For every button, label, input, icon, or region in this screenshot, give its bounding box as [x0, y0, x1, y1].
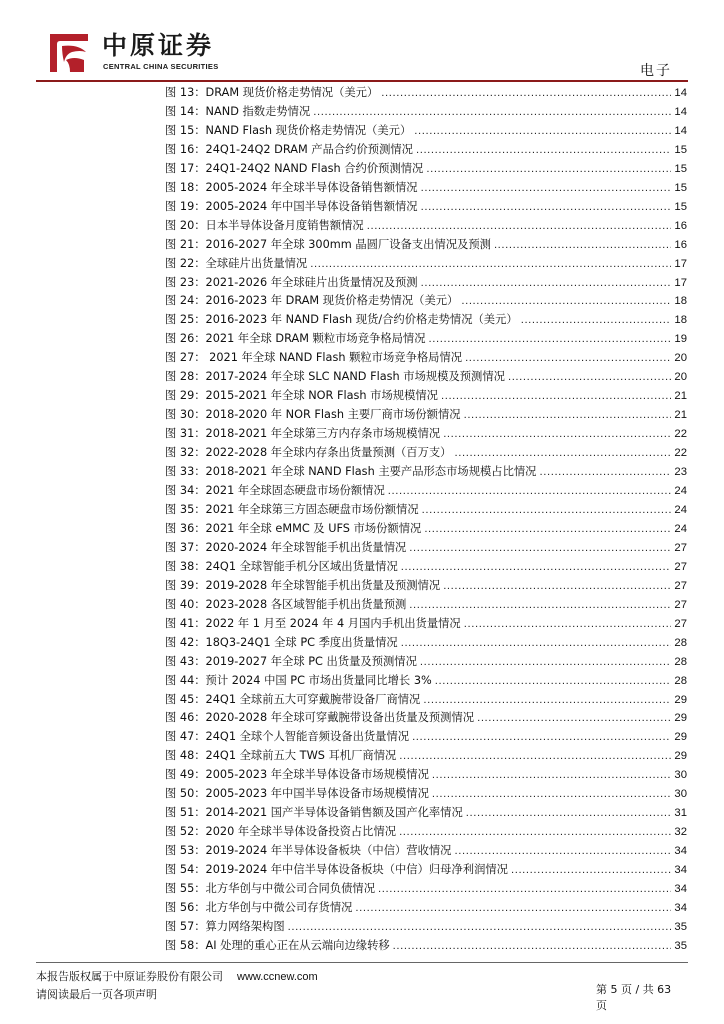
- toc-dot-leader: [423, 691, 671, 710]
- toc-entry-page: 28: [674, 674, 687, 687]
- toc-entry-page: 29: [674, 712, 687, 725]
- toc-entry-title: 图 49：2005-2023 年全球半导体设备市场规模情况: [165, 768, 429, 782]
- toc-entry-title: 图 37：2020-2024 年全球智能手机出货量情况: [165, 540, 407, 554]
- toc-entry-page: 29: [674, 731, 687, 744]
- toc-entry-page: 29: [674, 750, 687, 763]
- logo-mark-icon: [48, 30, 92, 74]
- toc-entry-page: 18: [674, 314, 687, 327]
- toc-dot-leader: [416, 141, 671, 160]
- toc-dot-leader: [288, 918, 672, 937]
- toc-dot-leader: [399, 823, 671, 842]
- toc-entry[interactable]: [165, 823, 687, 842]
- toc-entry-title: 图 25：2016-2023 年 NAND Flash 现货/合约价格走势情况（美元）: [165, 313, 518, 327]
- toc-entry-page: 16: [674, 219, 687, 232]
- toc-dot-leader: [454, 444, 671, 463]
- toc-entry[interactable]: [165, 103, 687, 122]
- toc-entry-title: 图 40：2023-2028 各区域智能手机出货量预测: [165, 597, 407, 611]
- toc-entry-title: 图 54：2019-2024 年中信半导体设备板块（中信）归母净利润情况: [165, 863, 508, 877]
- toc-entry-page: 30: [674, 788, 687, 801]
- toc-entry-title: 图 48：24Q1 全球前五大 TWS 耳机厂商情况: [165, 749, 397, 763]
- logo-chinese-name: 中原证券: [102, 31, 215, 60]
- toc-entry[interactable]: [165, 747, 687, 766]
- toc-entry[interactable]: [165, 804, 687, 823]
- toc-entry-title: 图 47：24Q1 全球个人智能音频设备出货量情况: [165, 730, 410, 744]
- toc-entry[interactable]: [165, 330, 687, 349]
- toc-dot-leader: [464, 615, 672, 634]
- toc-dot-leader: [421, 274, 672, 293]
- toc-entry-title: 图 27： 2021 年全球 NAND Flash 颗粒市场竞争格局情况: [165, 351, 463, 365]
- toc-entry-title: 图 57：算力网络架构图: [165, 919, 285, 933]
- toc-entry-page: 17: [674, 257, 687, 270]
- toc-entry-title: 图 14：NAND 指数走势情况: [165, 104, 311, 118]
- toc-entry-title: 图 55：北方华创与中微公司合同负债情况: [165, 882, 376, 896]
- toc-entry[interactable]: [165, 937, 687, 956]
- toc-entry-title: 图 19：2005-2024 年中国半导体设备销售额情况: [165, 199, 418, 213]
- toc-entry-page: 34: [674, 901, 687, 914]
- toc-dot-leader: [426, 160, 671, 179]
- footer-divider: [36, 962, 688, 963]
- toc-entry[interactable]: [165, 899, 687, 918]
- toc-entry-page: 27: [674, 598, 687, 611]
- toc-entry[interactable]: [165, 615, 687, 634]
- page-number: [596, 982, 696, 1014]
- toc-entry[interactable]: [165, 728, 687, 747]
- toc-entry-title: 图 50：2005-2023 年中国半导体设备市场规模情况: [165, 787, 429, 801]
- toc-entry[interactable]: [165, 122, 687, 141]
- toc-entry[interactable]: [165, 84, 687, 103]
- toc-entry-page: 24: [674, 485, 687, 498]
- toc-dot-leader: [401, 634, 672, 653]
- toc-entry-page: 27: [674, 560, 687, 573]
- toc-dot-leader: [521, 311, 672, 330]
- toc-dot-leader: [401, 558, 672, 577]
- toc-entry[interactable]: [165, 653, 687, 672]
- toc-dot-leader: [399, 747, 671, 766]
- toc-entry-page: 14: [674, 124, 687, 137]
- toc-dot-leader: [393, 937, 672, 956]
- toc-dot-leader: [421, 179, 672, 198]
- toc-entry-page: 35: [674, 920, 687, 933]
- toc-dot-leader: [511, 861, 671, 880]
- toc-dot-leader: [420, 653, 672, 672]
- website-link[interactable]: www.ccnew.com: [237, 971, 318, 983]
- toc-dot-leader: [508, 368, 671, 387]
- toc-dot-leader: [454, 842, 671, 861]
- toc-entry-title: 图 43：2019-2027 年全球 PC 出货量及预测情况: [165, 654, 417, 668]
- toc-entry-page: 27: [674, 541, 687, 554]
- toc-entry-page: 20: [674, 352, 687, 365]
- toc-entry-page: 22: [674, 447, 687, 460]
- toc-entry[interactable]: [165, 766, 687, 785]
- toc-dot-leader: [429, 330, 672, 349]
- toc-entry-title: 图 42：18Q3-24Q1 全球 PC 季度出货量情况: [165, 635, 398, 649]
- toc-entry-title: 图 41：2022 年 1 月至 2024 年 4 月国内手机出货量情况: [165, 616, 461, 630]
- toc-entry[interactable]: [165, 634, 687, 653]
- toc-entry-page: 14: [674, 105, 687, 118]
- toc-entry-title: 图 45：24Q1 全球前五大可穿戴腕带设备厂商情况: [165, 692, 421, 706]
- toc-entry-title: 图 51：2014-2021 国产半导体设备销售额及国产化率情况: [165, 806, 463, 820]
- toc-entry-page: 35: [674, 939, 687, 952]
- toc-entry[interactable]: [165, 444, 687, 463]
- toc-entry-page: 34: [674, 845, 687, 858]
- toc-entry-page: 21: [674, 409, 687, 422]
- toc-entry[interactable]: [165, 141, 687, 160]
- toc-entry-page: 14: [674, 87, 687, 99]
- toc-entry-title: 图 16：24Q1-24Q2 DRAM 产品合约价预测情况: [165, 142, 413, 156]
- toc-entry-title: 图 38：24Q1 全球智能手机分区域出货量情况: [165, 559, 398, 573]
- toc-dot-leader: [388, 482, 672, 501]
- toc-entry-page: 16: [674, 238, 687, 251]
- toc-entry[interactable]: [165, 425, 687, 444]
- copyright-text: 本报告版权属于中原证券股份有限公司: [36, 970, 223, 983]
- toc-entry[interactable]: [165, 672, 687, 691]
- toc-entry[interactable]: [165, 387, 687, 406]
- toc-entry-title: 图 26：2021 年全球 DRAM 颗粒市场竞争格局情况: [165, 332, 426, 346]
- toc-entry[interactable]: [165, 709, 687, 728]
- toc-dot-leader: [435, 672, 672, 691]
- page-header: [0, 0, 724, 86]
- toc-entry-title: 图 13：DRAM 现货价格走势情况（美元）: [165, 86, 379, 99]
- toc-entry-title: 图 21：2016-2027 年全球 300mm 晶圆厂设备支出情况及预测: [165, 237, 491, 251]
- toc-entry[interactable]: [165, 842, 687, 861]
- footer-left: [36, 968, 318, 1003]
- toc-entry-page: 23: [674, 466, 687, 479]
- toc-entry-title: 图 30：2018-2020 年 NOR Flash 主要厂商市场份额情况: [165, 408, 461, 422]
- toc-entry[interactable]: [165, 311, 687, 330]
- toc-dot-leader: [412, 728, 671, 747]
- toc-entry-title: 图 53：2019-2024 年半导体设备板块（中信）营收情况: [165, 844, 452, 858]
- toc-entry-title: 图 34：2021 年全球固态硬盘市场份额情况: [165, 484, 385, 498]
- toc-dot-leader: [313, 103, 671, 122]
- toc-entry-page: 29: [674, 693, 687, 706]
- toc-entry[interactable]: [165, 217, 687, 236]
- toc-entry[interactable]: [165, 368, 687, 387]
- toc-dot-leader: [421, 198, 672, 217]
- toc-dot-leader: [381, 84, 671, 103]
- toc-entry-page: 28: [674, 636, 687, 649]
- toc-dot-leader: [414, 122, 671, 141]
- toc-entry[interactable]: [165, 292, 687, 311]
- logo-english-name: CENTRAL CHINA SECURITIES: [103, 62, 219, 71]
- toc-entry-title: 图 35：2021 年全球第三方固态硬盘市场份额情况: [165, 502, 419, 516]
- toc-dot-leader: [378, 880, 671, 899]
- toc-entry-title: 图 56：北方华创与中微公司存货情况: [165, 900, 353, 914]
- toc-dot-leader: [432, 785, 672, 804]
- toc-entry-page: 27: [674, 579, 687, 592]
- toc-dot-leader: [466, 804, 672, 823]
- toc-dot-leader: [424, 520, 671, 539]
- toc-entry-title: 图 23：2021-2026 年全球硅片出货量情况及预测: [165, 275, 418, 289]
- toc-entry-title: 图 46：2020-2028 年全球可穿戴腕带设备出货量及预测情况: [165, 711, 475, 725]
- toc-entry-page: 20: [674, 371, 687, 384]
- toc-entry-page: 34: [674, 883, 687, 896]
- toc-entry-title: 图 24：2016-2023 年 DRAM 现货价格走势情况（美元）: [165, 294, 459, 308]
- toc-entry-page: 28: [674, 655, 687, 668]
- toc-dot-leader: [443, 425, 671, 444]
- toc-entry-title: 图 18：2005-2024 年全球半导体设备销售额情况: [165, 180, 418, 194]
- toc-entry[interactable]: [165, 274, 687, 293]
- toc-dot-leader: [422, 501, 672, 520]
- toc-entry-title: 图 39：2019-2028 年全球智能手机出货量及预测情况: [165, 578, 441, 592]
- toc-entry[interactable]: [165, 463, 687, 482]
- toc-dot-leader: [464, 406, 672, 425]
- toc-entry[interactable]: [165, 918, 687, 937]
- toc-entry-page: 32: [674, 826, 687, 839]
- toc-entry-page: 18: [674, 295, 687, 308]
- toc-entry[interactable]: [165, 501, 687, 520]
- toc-dot-leader: [367, 217, 672, 236]
- toc-entry[interactable]: [165, 577, 687, 596]
- figure-list: [165, 84, 687, 956]
- toc-entry-page: 30: [674, 769, 687, 782]
- toc-entry-page: 15: [674, 162, 687, 175]
- disclaimer-text: 请阅读最后一页各项声明: [36, 988, 157, 1001]
- toc-entry-page: 24: [674, 503, 687, 516]
- toc-entry[interactable]: [165, 785, 687, 804]
- toc-entry[interactable]: [165, 861, 687, 880]
- toc-entry[interactable]: [165, 236, 687, 255]
- toc-entry-page: 21: [674, 390, 687, 403]
- toc-entry-page: 19: [674, 333, 687, 346]
- toc-entry-title: 图 44：预计 2024 中国 PC 市场出货量同比增长 3%: [165, 673, 432, 687]
- toc-entry[interactable]: [165, 406, 687, 425]
- toc-entry[interactable]: [165, 349, 687, 368]
- toc-entry-page: 34: [674, 864, 687, 877]
- toc-dot-leader: [355, 899, 671, 918]
- toc-entry-title: 图 20：日本半导体设备月度销售额情况: [165, 218, 364, 232]
- toc-dot-leader: [441, 387, 671, 406]
- toc-dot-leader: [409, 596, 671, 615]
- toc-entry[interactable]: [165, 691, 687, 710]
- toc-entry-title: 图 33：2018-2021 年全球 NAND Flash 主要产品形态市场规模占比情况: [165, 465, 537, 479]
- toc-entry-title: 图 32：2022-2028 年全球内存条出货量预测（百万支）: [165, 446, 452, 460]
- toc-entry[interactable]: [165, 482, 687, 501]
- toc-entry-page: 31: [674, 807, 687, 820]
- toc-entry-title: 图 52：2020 年全球半导体设备投资占比情况: [165, 825, 397, 839]
- toc-dot-leader: [494, 236, 671, 255]
- toc-entry[interactable]: [165, 558, 687, 577]
- header-divider: [36, 80, 688, 82]
- toc-dot-leader: [310, 255, 671, 274]
- toc-entry-title: 图 36：2021 年全球 eMMC 及 UFS 市场份额情况: [165, 521, 422, 535]
- toc-entry[interactable]: [165, 520, 687, 539]
- toc-entry[interactable]: [165, 179, 687, 198]
- toc-entry[interactable]: [165, 596, 687, 615]
- toc-entry[interactable]: [165, 160, 687, 179]
- sector-label: 电子: [640, 63, 672, 79]
- toc-entry[interactable]: [165, 539, 687, 558]
- toc-entry-page: 24: [674, 522, 687, 535]
- toc-dot-leader: [409, 539, 671, 558]
- toc-entry-title: 图 22：全球硅片出货量情况: [165, 256, 308, 270]
- toc-entry-title: 图 29：2015-2021 年全球 NOR Flash 市场规模情况: [165, 389, 438, 403]
- toc-entry-title: 图 28：2017-2024 年全球 SLC NAND Flash 市场规模及预测情况: [165, 370, 505, 384]
- toc-dot-leader: [539, 463, 671, 482]
- company-logo: [48, 30, 268, 78]
- toc-dot-leader: [461, 292, 671, 311]
- toc-entry-page: 15: [674, 200, 687, 213]
- toc-dot-leader: [465, 349, 671, 368]
- toc-dot-leader: [432, 766, 672, 785]
- toc-dot-leader: [477, 709, 671, 728]
- page-number-line-1: 第 5 页 / 共 63: [596, 983, 672, 996]
- toc-dot-leader: [443, 577, 671, 596]
- toc-entry-page: 27: [674, 617, 687, 630]
- toc-entry-page: 17: [674, 276, 687, 289]
- toc-entry[interactable]: [165, 198, 687, 217]
- page-number-line-2: 页: [596, 999, 607, 1012]
- toc-entry-page: 22: [674, 428, 687, 441]
- toc-entry-page: 15: [674, 143, 687, 156]
- toc-entry-title: 图 58：AI 处理的重心正在从云端向边缘转移: [165, 938, 390, 952]
- toc-entry[interactable]: [165, 255, 687, 274]
- toc-entry-page: 15: [674, 181, 687, 194]
- toc-entry-title: 图 15：NAND Flash 现货价格走势情况（美元）: [165, 123, 412, 137]
- toc-entry-title: 图 17：24Q1-24Q2 NAND Flash 合约价预测情况: [165, 161, 424, 175]
- toc-entry-title: 图 31：2018-2021 年全球第三方内存条市场规模情况: [165, 427, 441, 441]
- toc-entry[interactable]: [165, 880, 687, 899]
